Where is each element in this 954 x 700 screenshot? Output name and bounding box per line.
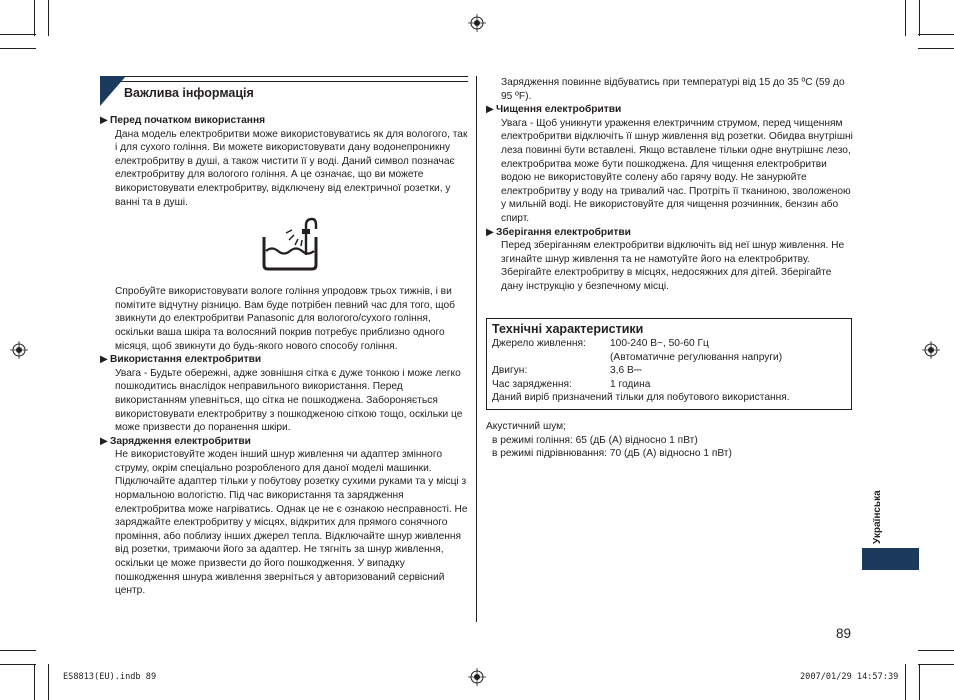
crop-mark [918,664,954,665]
noise-trim: в режимі підрівнювання: 70 (дБ (A) відносно 1 пВт) [492,448,732,460]
charging-text: Не використовуйте жоден інший шнур живлення чи адаптер змінного струму, окрім спеціально розробленого для даної моделі машинки. Підключайте адаптер тільки у побутову розетку сухими руками та у місці з нормальною вологістю. Під час використання та зарядження електробритва може нагріватись. Однак це не є ознакою несправності. Не заряджайте електробритву у місцях, відкритих для прямого сонячного проміння, або поблизу інших джерел тепла. Відключайте шнур живлення від розетки, тримаючи його за адаптер. Не тягніть за шнур живлення, оскільки це може призвести до його пошкодження. У випадку пошкодження шнура живлення зверніться у авторизований сервісний центр. [115,449,468,597]
spec-row-power-note [492,351,847,364]
crop-mark [918,650,954,651]
acoustic-noise-block [486,420,854,461]
cleaning-heading-text: Чищення електробритви [496,104,622,116]
cleaning-heading [486,103,854,117]
wet-shaving-advice: Спробуйте використовувати вологе гоління упродовж трьох тижнів, і ви помітите відчутну різницю. Вам буде потрібен певний час для того, щоб звикнути до електробритви Panasonic для вологого/сухого гоління, оскільки ваша шкіра та волосяний покрив потребує приблизно одного місяця, щоб звикнути до будь-якого нового способу гоління. [115,286,456,352]
heading-corner-mark [100,76,126,106]
column-divider [476,76,477,622]
crop-mark [918,48,954,49]
spec-row-charge-time [492,378,847,391]
crop-mark [905,0,906,36]
crop-mark [0,48,36,49]
household-use-note: Даний виріб призначений тільки для побутового використання. [492,392,790,404]
noise-title: Акустичний шум; [486,421,566,432]
crop-mark [919,0,920,36]
bullet-arrow-icon: ▶ [100,354,108,366]
spec-value: (Автоматичне регулювання напруги) [610,351,783,363]
crop-mark [34,664,35,700]
storage-text: Перед зберіганням електробритви відключіть від неї шнур живлення. Не згинайте шнур живлення та не намотуйте його на електробритву. Зберігайте електробритву в місцях, недосяжних для дітей. Зберігайте дану інструкцію у безпечному місці. [501,240,845,292]
registration-mark-icon [468,14,486,32]
crop-mark [48,0,49,36]
wet-shaving-symbol [100,209,472,285]
bullet-arrow-icon: ▶ [486,104,494,116]
crop-mark [34,0,35,36]
spec-value: 1 година [610,378,651,390]
right-column [486,76,854,294]
bullet-arrow-icon: ▶ [100,115,108,126]
crop-mark [0,650,36,651]
registration-mark-icon [468,668,486,686]
specifications-title: Технічні характеристики [492,322,644,336]
language-tab [862,548,919,570]
left-column [100,114,472,598]
spec-label: Час зарядження: [492,378,572,390]
charging-heading [100,435,472,449]
crop-mark [905,664,906,700]
crop-mark [919,664,920,700]
spec-value: 3,6 В⎓ [610,365,642,377]
footer-file-info: ES8813(EU).indb 89 [63,672,157,682]
page-number: 89 [836,626,852,641]
storage-heading [486,226,854,240]
charging-heading-text: Зарядження електробритви [110,435,251,447]
using-heading-text: Використання електробритви [110,354,262,366]
noise-shave: в режимі гоління: 65 (дБ (A) відносно 1 пВт) [492,434,698,446]
section-heading-box [100,76,468,106]
spec-label-empty [492,351,610,364]
spec-row-motor [492,364,847,377]
crop-mark [918,34,954,35]
spec-label: Двигун: [492,365,528,377]
charging-temperature-text: Зарядження повинне відбуватись при температурі від 15 до 35 ºC (59 до 95 ºF). [501,77,845,102]
spec-label: Джерело живлення: [492,338,586,350]
storage-heading-text: Зберігання електробритви [496,226,631,238]
section-heading: Важлива інформація [124,86,254,100]
crop-mark [0,34,36,35]
language-tab-label [872,482,886,544]
bath-shower-icon [258,215,322,271]
before-use-heading [100,114,472,128]
cleaning-text: Увага - Щоб уникнути ураження електричним струмом, перед чищенням електробритви відключіть її шнур живлення від розетки. Обидва внутрішні леза повинні бути вставлені. Якщо вставлене тільки одне внутрішнє лезо, електробритва може бути пошкоджена. Для чищення електробритви водою не використовуйте солену або гарячу воду. Не занурюйте електробритву у воду на тривалий час. Протріть її тканиною, зволоженою у мильній воді. Не використовуйте для чищення розчинник, бензин або спирт. [501,117,853,224]
bullet-arrow-icon: ▶ [486,226,494,238]
registration-mark-icon [922,341,940,359]
specifications-box [486,318,852,410]
crop-mark [0,664,36,665]
heading-rule [100,81,468,82]
spec-value: 100-240 В~, 50-60 Гц [610,338,709,350]
language-tab-text: Українська [872,490,883,544]
footer-timestamp: 2007/01/29 14:57:39 [800,672,899,682]
heading-rule [100,76,468,77]
before-use-text: Дана модель електробритви може використовуватись як для вологого, так і для сухого гоління. Ви можете використовувати дану водонепроникну електробритву в душі, а також чистити її у воді. Даний символ позначає електробритву для вологого гоління. А це означає, що ви можете використовувати електробритву, відключену від електричної розетки, у ванні та в душі. [115,128,468,208]
bullet-arrow-icon: ▶ [100,435,108,447]
registration-mark-icon [10,341,28,359]
spec-row-power [492,337,847,350]
crop-mark [48,664,49,700]
using-text: Увага - Будьте обережні, адже зовнішня сітка є дуже тонкою і може легко пошкодитись внаслідок неправильного використання. Перед використанням упевніться, що сітка не пошкоджена. Забороняється використовувати електробритву з пошкодженою сіткою тощо, оскільки це може призвести до поранення шкіри. [115,367,463,434]
using-heading [100,353,472,367]
before-use-heading-text: Перед початком використання [110,115,266,126]
